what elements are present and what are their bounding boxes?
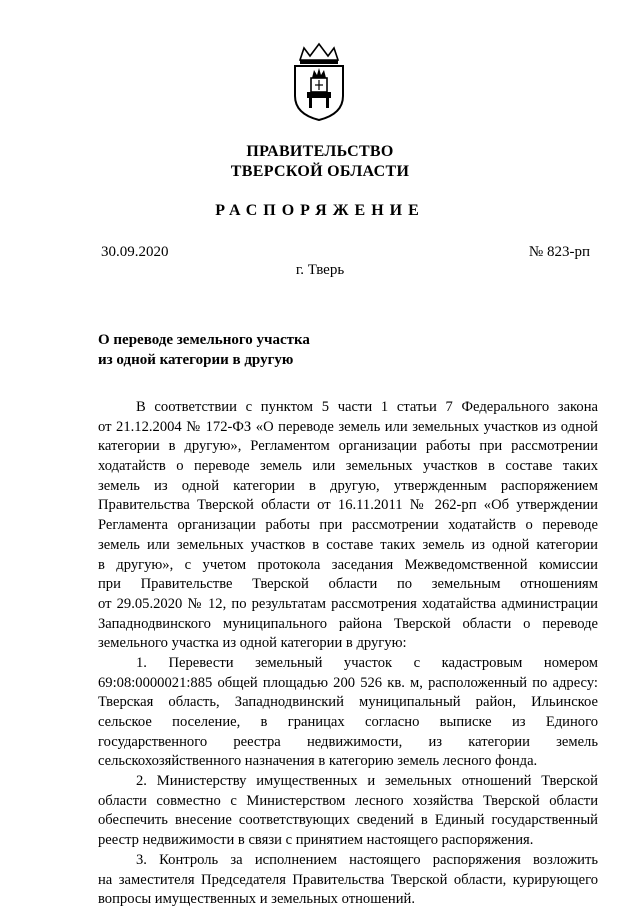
document-city: г. Тверь	[295, 262, 345, 278]
body-line: государственного реестра недвижимости, из категории земель	[98, 733, 598, 750]
body-line: обеспечить внесение соответствующих сведений в Единый государственный	[98, 812, 598, 829]
body-line: земель или земельных участков в составе таких земель из одной категории	[98, 536, 598, 553]
body-line: вопросы имущественных и земельных отношений.	[98, 891, 416, 908]
body-line: 2. Министерству имущественных и земельных отношений Тверской	[136, 773, 598, 790]
body-line: Регламента организации работы при рассмотрении ходатайств о переводе	[98, 517, 598, 534]
body-line: области совместно с Министерством лесного хозяйства Тверской области	[98, 792, 598, 809]
document-date: 30.09.2020	[101, 244, 169, 260]
body-line: 3. Контроль за исполнением настоящего распоряжения возложить	[136, 851, 598, 868]
body-line: ходатайств о переводе земель или земельных участков в составе таких	[98, 458, 598, 475]
body-line: Правительства Тверской области от 16.11.2011 № 262-рп «Об утверждении	[98, 497, 598, 514]
body-line: категории в другую», Регламентом организации работы при рассмотрении	[98, 438, 598, 455]
document-type: РАСПОРЯЖЕНИЕ	[215, 202, 425, 219]
government-title-line2: ТВЕРСКОЙ ОБЛАСТИ	[230, 163, 410, 180]
body-line: от 29.05.2020 № 12, по результатам рассмотрения ходатайства администрации	[98, 595, 598, 612]
body-line: 1. Перевести земельный участок с кадастровым номером	[136, 654, 598, 671]
body-line: В соответствии с пунктом 5 части 1 статьи 7 Федерального закона	[136, 399, 598, 415]
subject-line: О переводе земельного участка	[98, 332, 310, 348]
tver-coat-of-arms-icon	[290, 40, 348, 122]
body-line: земель из одной категории в другую, утвержденным распоряжением	[98, 477, 598, 494]
body-line: сельскохозяйственного назначения в категорию земель лесного фонда.	[98, 753, 538, 770]
document-subject	[98, 330, 310, 370]
body-line: на заместителя Председателя Правительства Тверской области, курирующего	[98, 871, 598, 888]
subject-line: из одной категории в другую	[98, 352, 294, 368]
body-line: 69:08:0000021:885 общей площадью 200 526 кв. м, расположенный по адресу:	[98, 674, 598, 691]
body-line: сельское поселение, в границах согласно выписке из Единого	[98, 714, 598, 730]
document-number: № 823-рп	[528, 244, 590, 260]
body-line: от 21.12.2004 № 172-ФЗ «О переводе земель или земельных участков из одной	[98, 418, 598, 435]
body-line: в другую», с учетом протокола заседания Межведомственной комиссии	[98, 556, 598, 573]
body-line: Тверская область, Западнодвинский муниципальный район, Ильинское	[98, 694, 598, 711]
government-title-line1: ПРАВИТЕЛЬСТВО	[246, 143, 394, 160]
body-line: реестр недвижимости в связи с принятием настоящего распоряжения.	[98, 832, 534, 849]
body-line: земельного участка из одной категории в другую:	[98, 635, 407, 652]
body-line: Западнодвинского муниципального района Тверской области о переводе	[98, 615, 598, 632]
document-body	[98, 398, 598, 910]
body-line: при Правительстве Тверской области по земельным отношениям	[98, 576, 598, 593]
